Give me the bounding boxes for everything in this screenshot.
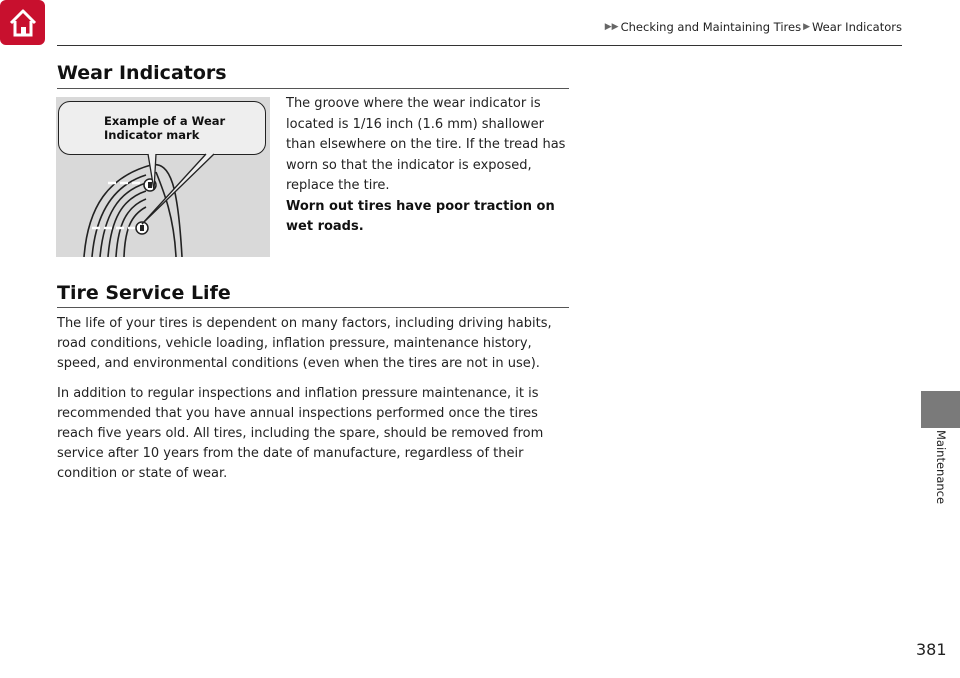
section-title-wear-indicators: Wear Indicators [57,62,227,84]
breadcrumb-item-tires[interactable]: Checking and Maintaining Tires [620,20,802,34]
service-life-paragraph-2: In addition to regular inspections and inflation pressure maintenance, it is recommended that you have annual inspections performed once the tires reach five years old. All tires, including the spare, should be removed from service after 10 years from the date of manufacture, regardless of their condition or state of wear. [57,386,544,481]
breadcrumb-arrow-icon: ▶ [803,22,810,32]
callout-label: Example of a Wear Indicator mark [104,114,226,142]
chapter-tab-marker[interactable] [921,391,960,428]
chapter-tab-label: Maintenance [934,430,948,505]
section-divider [57,307,569,308]
service-life-paragraph-1: The life of your tires is dependent on many factors, including driving habits, road conditions, vehicle loading, inflation pressure, maintenance history, speed, and environmental conditions (even when the tires are not in use). [57,316,552,371]
breadcrumb-arrow-icon: ▶▶ [604,22,619,32]
wear-indicator-body: The groove where the wear indicator is located is 1/16 inch (1.6 mm) shallower than elsewhere on the tire. If the tread has worn so that the indicator is exposed, replace the tire. [286,96,566,193]
section-divider [57,88,569,89]
header-divider [57,45,902,46]
section-title-tire-service-life: Tire Service Life [57,282,231,304]
home-icon [6,6,40,40]
page-number: 381 [916,640,947,659]
breadcrumb [605,20,902,34]
breadcrumb-item-wear-indicators[interactable]: Wear Indicators [811,20,902,34]
callout-pointer [136,150,226,230]
wear-indicator-warning: Worn out tires have poor traction on wet roads. [286,198,555,234]
home-button[interactable] [0,0,45,45]
wear-indicator-description [286,94,572,238]
